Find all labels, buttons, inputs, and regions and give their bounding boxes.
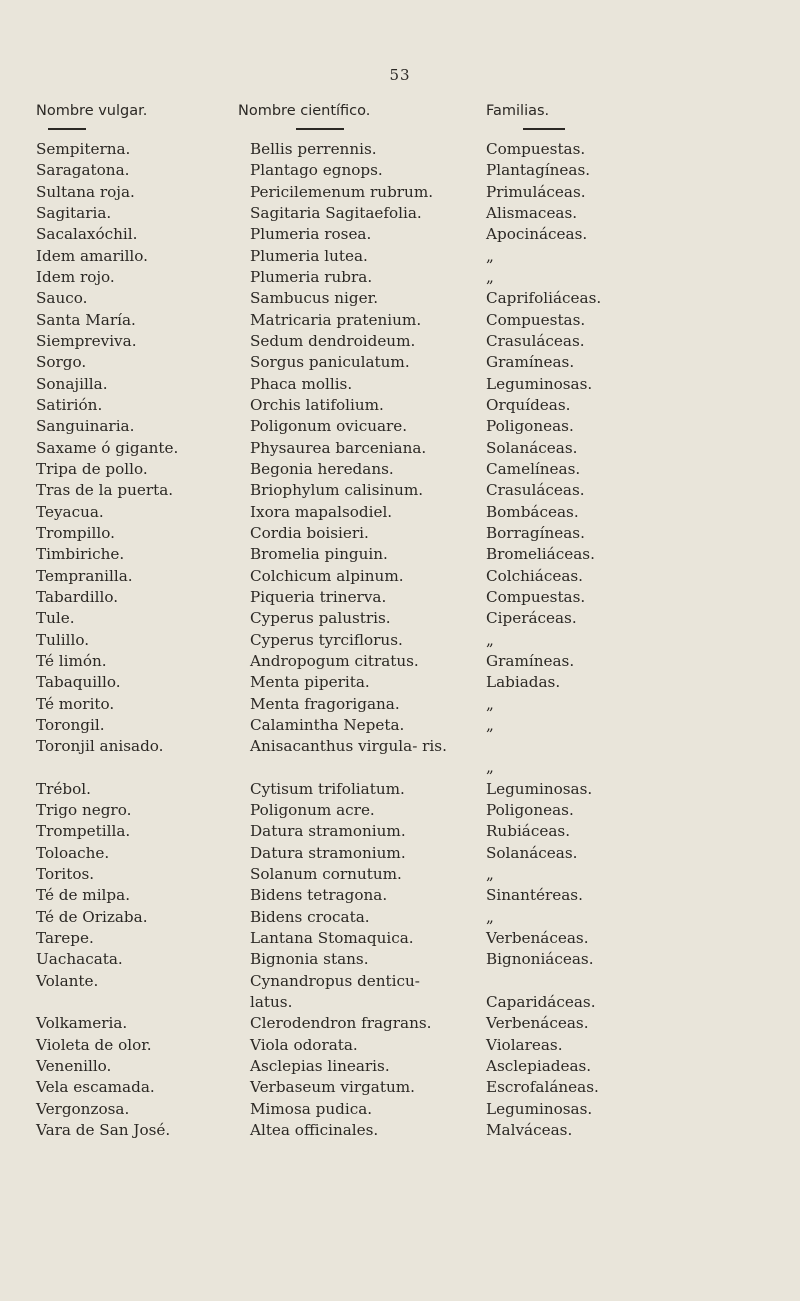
common-name-cell: Uachacata.	[36, 950, 123, 969]
table-row	[0, 779, 800, 800]
table-row	[0, 288, 800, 309]
family-cell: Apocináceas.	[486, 225, 588, 244]
table-row	[0, 182, 800, 203]
scientific-name-cell: Poligonum ovicuare.	[250, 417, 408, 436]
table-row	[0, 1013, 800, 1034]
family-cell: Alismaceas.	[486, 203, 578, 222]
common-name-cell: Toloache.	[36, 843, 110, 862]
scientific-name-cell: Bidens tetragona.	[250, 886, 388, 905]
family-cell: Borragíneas.	[486, 523, 585, 542]
common-name-cell: Té morito.	[36, 694, 115, 713]
family-cell: Compuestas.	[486, 140, 586, 158]
header-familias: Familias.	[486, 103, 550, 119]
common-name-cell: Satirión.	[36, 395, 103, 414]
family-cell: Compuestas.	[486, 587, 586, 606]
table-row	[0, 459, 800, 480]
plant-table	[0, 139, 800, 1141]
common-name-cell: Trompetilla.	[36, 822, 131, 841]
common-name-cell: Violeta de olor.	[36, 1035, 152, 1054]
common-name-cell: Sacalaxóchil.	[36, 225, 138, 244]
common-name-cell: Tabardillo.	[36, 587, 119, 606]
common-name-cell: Trébol.	[36, 779, 91, 798]
header-underline-vulgar	[48, 128, 86, 130]
family-cell: „	[486, 715, 494, 734]
family-cell: Colchiáceas.	[486, 566, 583, 585]
table-row	[0, 566, 800, 587]
scientific-name-cell: Physaurea barceniana.	[250, 438, 427, 457]
common-name-cell: Tarepe.	[36, 929, 94, 948]
scientific-name-cell: Clerodendron fragrans.	[250, 1014, 432, 1033]
scientific-name-cell: Mimosa pudica.	[250, 1099, 373, 1118]
family-cell: Leguminosas.	[486, 374, 593, 393]
table-row	[0, 352, 800, 373]
common-name-cell: Vela escamada.	[36, 1078, 155, 1097]
scientific-name-cell: Datura stramonium.	[250, 822, 406, 841]
common-name-cell: Timbiriche.	[36, 545, 125, 564]
common-name-cell: Tripa de pollo.	[36, 459, 148, 478]
family-cell: Bombáceas.	[486, 502, 579, 521]
table-row	[0, 907, 800, 928]
common-name-cell: Teyacua.	[36, 502, 104, 521]
common-name-cell: Tempranilla.	[36, 566, 133, 585]
scientific-name-cell: Pericilemenum rubrum.	[250, 182, 434, 201]
table-row	[0, 438, 800, 459]
common-name-cell: Tras de la puerta.	[36, 481, 174, 500]
common-name-cell: Té de Orizaba.	[36, 907, 148, 926]
scientific-name-cell: Menta piperita.	[250, 673, 370, 692]
header-nombre-cientifico: Nombre científico.	[238, 103, 371, 119]
table-row	[0, 416, 800, 437]
table-row	[0, 715, 800, 736]
scientific-name-cell: Plumeria rosea.	[250, 225, 372, 244]
scientific-name-cell: Piqueria trinerva.	[250, 587, 387, 606]
table-row	[0, 395, 800, 416]
scientific-name-cell: Solanum cornutum.	[250, 865, 402, 884]
common-name-cell: Sempiterna.	[36, 140, 131, 158]
table-row	[0, 480, 800, 501]
scientific-name-cell: Briophylum calisinum.	[250, 481, 424, 500]
family-cell: „	[486, 267, 494, 286]
table-row	[0, 821, 800, 842]
family-cell: Asclepiadeas.	[486, 1056, 592, 1075]
common-name-cell: Té limón.	[36, 651, 107, 670]
table-row	[0, 651, 800, 672]
scientific-name-cell: Plumeria rubra.	[250, 267, 373, 286]
header-underline-familias	[523, 128, 565, 130]
table-row	[0, 160, 800, 181]
family-cell: „	[486, 694, 494, 713]
common-name-cell: Idem rojo.	[36, 267, 115, 286]
scientific-name-cell: Colchicum alpinum.	[250, 566, 404, 585]
scientific-name-cell: Cordia boisieri.	[250, 523, 369, 542]
common-name-cell: Idem amarillo.	[36, 246, 148, 265]
table-row	[0, 544, 800, 565]
table-row	[0, 203, 800, 224]
common-name-cell: Trompillo.	[36, 523, 115, 542]
scientific-name-cell: Begonia heredans.	[250, 459, 394, 478]
family-cell: Rubiáceas.	[486, 822, 571, 841]
family-cell: Leguminosas.	[486, 1099, 593, 1118]
scientific-name-cell: Viola odorata.	[250, 1035, 358, 1054]
scientific-name-cell: Cynandropus denticu- latus.	[250, 971, 420, 1011]
common-name-cell: Saxame ó gigante.	[36, 438, 179, 457]
table-row	[0, 523, 800, 544]
scientific-name-cell: Bignonia stans.	[250, 950, 369, 969]
family-cell: Plantagíneas.	[486, 161, 591, 180]
table-row	[0, 843, 800, 864]
family-cell: Verbenáceas.	[486, 929, 589, 948]
table-row	[0, 672, 800, 693]
scientific-name-cell: Sagitaria Sagitaefolia.	[250, 203, 422, 222]
scientific-name-cell: Anisacanthus virgula- ris.	[250, 737, 447, 756]
scientific-name-cell: Plantago egnops.	[250, 161, 383, 180]
family-cell: Malváceas.	[486, 1120, 573, 1139]
table-row	[0, 139, 800, 160]
common-name-cell: Venenillo.	[36, 1056, 112, 1075]
scientific-name-cell: Sedum dendroideum.	[250, 331, 416, 350]
table-row	[0, 587, 800, 608]
common-name-cell: Santa María.	[36, 310, 136, 329]
scientific-name-cell: Phaca mollis.	[250, 374, 353, 393]
scientific-name-cell: Lantana Stomaquica.	[250, 929, 414, 948]
family-cell: Solanáceas.	[486, 438, 578, 457]
common-name-cell: Volante.	[36, 971, 99, 990]
scientific-name-cell: Sorgus paniculatum.	[250, 353, 410, 372]
family-cell: Primuláceas.	[486, 182, 586, 201]
common-name-cell: Tabaquillo.	[36, 673, 121, 692]
common-name-cell: Sanguinaria.	[36, 417, 135, 436]
scientific-name-cell: Sambucus niger.	[250, 289, 379, 308]
common-name-cell: Siempreviva.	[36, 331, 137, 350]
scientific-name-cell: Cyperus tyrciflorus.	[250, 630, 403, 649]
table-row	[0, 331, 800, 352]
common-name-cell: Té de milpa.	[36, 886, 131, 905]
table-row	[0, 864, 800, 885]
common-name-cell: Tulillo.	[36, 630, 90, 649]
scientific-name-cell: Matricaria pratenium.	[250, 310, 422, 329]
table-row	[0, 246, 800, 267]
family-cell: Verbenáceas.	[486, 1014, 589, 1033]
scientific-name-cell: Andropogum citratus.	[250, 651, 419, 670]
table-row	[0, 885, 800, 906]
family-cell: Gramíneas.	[486, 651, 575, 670]
scientific-name-cell: Cyperus palustris.	[250, 609, 391, 628]
scientific-name-cell: Poligonum acre.	[250, 801, 375, 820]
family-cell: Violareas.	[486, 1035, 563, 1054]
table-row	[0, 1056, 800, 1077]
family-cell: Gramíneas.	[486, 353, 575, 372]
common-name-cell: Toronjil anisado.	[36, 737, 164, 756]
family-cell: Bromeliáceas.	[486, 545, 595, 564]
table-row	[0, 267, 800, 288]
common-name-cell: Sorgo.	[36, 353, 87, 372]
family-cell: „	[486, 758, 494, 777]
table-row	[0, 374, 800, 395]
family-cell: Poligoneas.	[486, 417, 574, 436]
family-cell: „	[486, 630, 494, 649]
column-headers	[0, 103, 800, 143]
scientific-name-cell: Bellis perrennis.	[250, 140, 377, 158]
scientific-name-cell: Bidens crocata.	[250, 907, 370, 926]
table-row	[0, 224, 800, 245]
scientific-name-cell: Ixora mapalsodiel.	[250, 502, 393, 521]
table-row	[0, 971, 800, 1014]
common-name-cell: Sauco.	[36, 289, 88, 308]
family-cell: Camelíneas.	[486, 459, 581, 478]
family-cell: Caparidáceas.	[486, 992, 596, 1011]
common-name-cell: Trigo negro.	[36, 801, 132, 820]
table-row	[0, 694, 800, 715]
common-name-cell: Sonajilla.	[36, 374, 108, 393]
table-row	[0, 502, 800, 523]
table-row	[0, 1120, 800, 1141]
common-name-cell: Tule.	[36, 609, 75, 628]
family-cell: Leguminosas.	[486, 779, 593, 798]
family-cell: Crasuláceas.	[486, 481, 585, 500]
scientific-name-cell: Plumeria lutea.	[250, 246, 368, 265]
table-row	[0, 1099, 800, 1120]
scientific-name-cell: Altea officinales.	[250, 1120, 379, 1139]
common-name-cell: Torongil.	[36, 715, 105, 734]
scientific-name-cell: Orchis latifolium.	[250, 395, 384, 414]
common-name-cell: Volkameria.	[36, 1014, 128, 1033]
family-cell: Solanáceas.	[486, 843, 578, 862]
family-cell: Labiadas.	[486, 673, 561, 692]
common-name-cell: Vara de San José.	[36, 1120, 171, 1139]
common-name-cell: Vergonzosa.	[36, 1099, 130, 1118]
table-row	[0, 949, 800, 970]
table-row	[0, 928, 800, 949]
common-name-cell: Toritos.	[36, 865, 95, 884]
family-cell: Bignoniáceas.	[486, 950, 594, 969]
table-row	[0, 630, 800, 651]
family-cell: Ciperáceas.	[486, 609, 577, 628]
family-cell: Caprifoliáceas.	[486, 289, 602, 308]
table-row	[0, 608, 800, 629]
scientific-name-cell: Menta fragorigana.	[250, 694, 400, 713]
table-row	[0, 1077, 800, 1098]
family-cell: „	[486, 907, 494, 926]
scientific-name-cell: Calamintha Nepeta.	[250, 715, 405, 734]
common-name-cell: Saragatona.	[36, 161, 130, 180]
family-cell: Sinantéreas.	[486, 886, 583, 905]
header-underline-cientifico	[296, 128, 344, 130]
table-row	[0, 310, 800, 331]
header-nombre-vulgar: Nombre vulgar.	[36, 103, 148, 119]
family-cell: Poligoneas.	[486, 801, 574, 820]
family-cell: Crasuláceas.	[486, 331, 585, 350]
scientific-name-cell: Asclepias linearis.	[250, 1056, 390, 1075]
table-row	[0, 800, 800, 821]
page-number: 53	[389, 66, 411, 84]
family-cell: „	[486, 246, 494, 265]
scientific-name-cell: Verbaseum virgatum.	[250, 1078, 415, 1097]
family-cell: „	[486, 865, 494, 884]
scientific-name-cell: Bromelia pinguin.	[250, 545, 388, 564]
family-cell: Escrofaláneas.	[486, 1078, 599, 1097]
scientific-name-cell: Datura stramonium.	[250, 843, 406, 862]
family-cell: Compuestas.	[486, 310, 586, 329]
scientific-name-cell: Cytisum trifoliatum.	[250, 779, 405, 798]
common-name-cell: Sultana roja.	[36, 182, 135, 201]
common-name-cell: Sagitaria.	[36, 203, 112, 222]
family-cell: Orquídeas.	[486, 395, 571, 414]
table-row	[0, 1035, 800, 1056]
table-row	[0, 736, 800, 779]
